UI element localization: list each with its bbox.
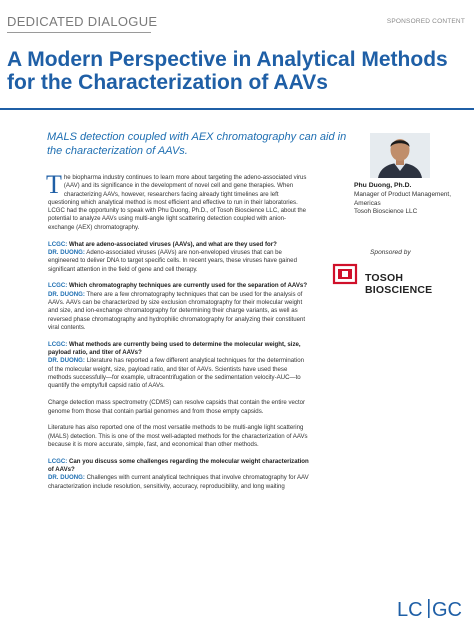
lcgc-tag: LCGC: [48,240,68,248]
article-subtitle: MALS detection coupled with AEX chromatography can aid in the characterization of AAVs. [47,131,347,157]
article-title: A Modern Perspective in Analytical Methods for the Characterization of AAVs [7,48,448,94]
qa-item [48,282,310,332]
question [48,458,310,475]
page-header [0,0,474,40]
section-label: DEDICATED DIALOGUE [7,14,158,29]
section-label-rule [7,32,151,33]
question-text: What are adeno-associated viruses (AAVs), and what are they used for? [69,240,277,248]
drop-cap: T [46,170,62,199]
question [48,341,310,358]
intro-paragraph [46,170,310,232]
duong-tag: DR. DUONG: [48,357,85,365]
role-line: Americas [354,199,381,207]
article-body [46,170,310,500]
role-line: Manager of Product Management, [354,191,451,198]
question-text: Which chromatography techniques are currently used for the separation of AAVs? [69,282,308,290]
sponsor-name: TOSOH BIOSCIENCE [365,272,433,296]
body-paragraph: Charge detection mass spectrometry (CDMS) can resolve capsids that contain the entire vector genome from those that contain partial genomes and from those empty capsids. [48,399,306,415]
lcgc-logo-mark [396,596,462,620]
lcgc-tag: LCGC: [48,282,68,290]
logo-left-text: LC [397,599,423,620]
question-text: Can you discuss some challenges regarding the molecular weight characterization of AAVs? [48,457,309,474]
answer-text: There are a few chromatography techniques that can be used for the analysis of AAVs. AAVs can be characterized by size exclusion chromatography for their molecular weight and size, and ion-exchange chromatography for determining their charge variants, as well as reversed phase chromatography and hydrophilic chromatography for analyzing their constituent viral contents. [48,290,306,331]
question [48,241,310,249]
answer [48,474,310,491]
answer-text: Challenges with current analytical techniques that involve chromatography for AAV characterization include resolution, sensitivity, accuracy, reproducibility, and long waiting [48,474,309,490]
question-text: What methods are currently being used to determine the molecular weight, size, payload ratio, and titer of AAVs? [48,340,301,357]
body-paragraph: Literature has also reported one of the most versatile methods to be multi-angle light scattering (MALS) detection. This is one of the most well-adapted methods for the characterization of AAVs because it is more accurate, simple, fast, and economical than other methods. [48,424,308,448]
title-divider [0,108,474,110]
qa-item [48,458,310,491]
author-name: Phu Duong, Ph.D. [354,182,412,189]
lcgc-tag: LCGC: [48,340,68,348]
logo-right-text: GC [432,599,462,620]
answer-text: Adeno-associated viruses (AAVs) are non-enveloped viruses that can be engineered to deliver DNA to target specific cells. In recent years, these viruses have gained significant attention in the field of gene and cell therapy. [48,248,297,273]
portrait-image [370,133,430,178]
duong-tag: DR. DUONG: [48,290,85,298]
duong-tag: DR. DUONG: [48,474,85,482]
qa-item [48,341,310,391]
answer-text: Literature has reported a few different analytical techniques for the determination of the molecular weight, size, payload ratio, and titer of AAVs. Scientists have used these methods successfully—for example, ultracentrifugation or the sedimentation velocity-AUC—to quantify the empty/full capsid ratio of AAVs. [48,357,304,390]
lcgc-tag: LCGC: [48,457,68,465]
sponsored-content-tag: SPONSORED CONTENT [386,18,465,25]
answer [48,357,310,390]
sponsored-by-label: Sponsored by [370,249,411,256]
author-role [354,191,474,217]
question [48,282,310,290]
duong-tag: DR. DUONG: [48,248,85,256]
lcgc-logo [396,596,462,620]
answer [48,291,310,332]
qa-item [48,241,310,274]
answer [48,249,310,274]
intro-text: he biopharma industry continues to learn more about targeting the adeno-associated virus (AAV) and its significance in the development of novel cell and gene therapies. When characterizing AAVs, however, researchers facing already tight timelines are left questioning which analytical method is most efficient and effective to run in their laboratories. LCGC had the opportunity to speak with Phu Duong, Ph.D., of Tosoh Bioscience LLC, about the potential to analyze AAVs using multi-angle light scattering detection coupled with anion-exchange (AEX) chromatography. [48,174,307,231]
author-portrait [370,133,430,178]
role-line: Tosoh Bioscience LLC [354,208,418,216]
